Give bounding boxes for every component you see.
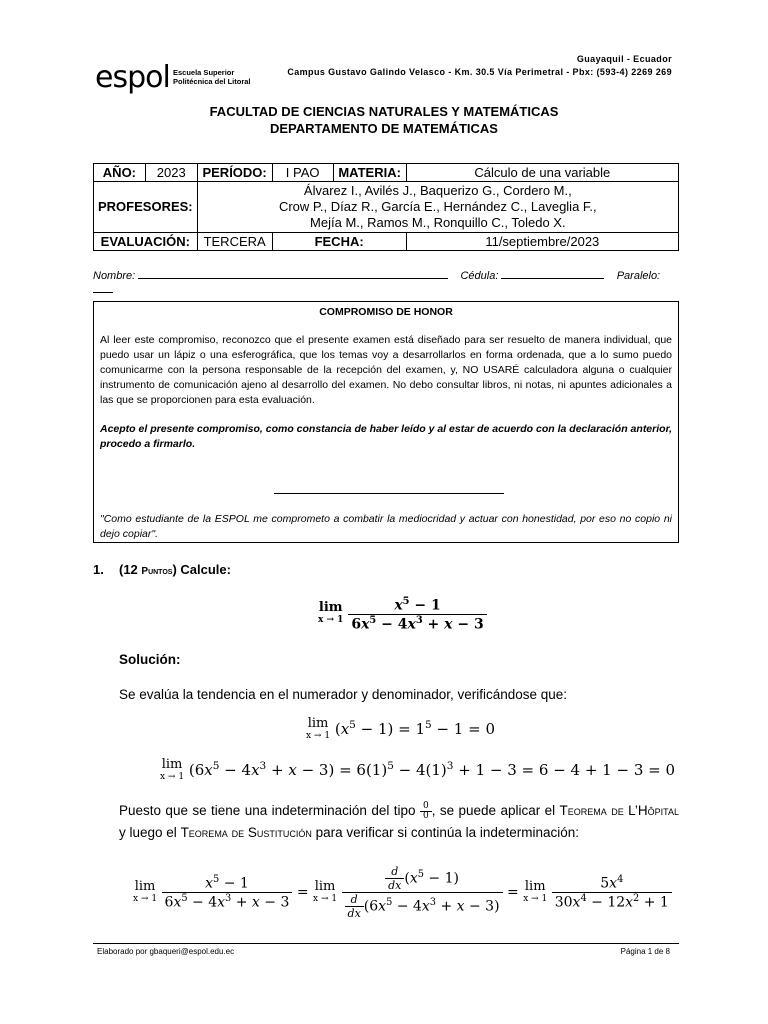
denominator-limit: lim x → 1 $(6x^5 - 4x^3 + x - 3) = 6(1)^5 - 4(1)^3 + 1 - 3 = 6 - 4 + 1 - 3 = 0$ [160, 757, 676, 782]
materia-value: Cálculo de una variable [406, 164, 678, 182]
student-fields [93, 268, 679, 296]
honor-quote: "Como estudiante de la ESPOL me comprometo a combatir la mediocridad y actuar con honestidad, por eso no copio ni dejo copiar". [100, 513, 672, 540]
indet-part-1: Puesto que se tiene una indeterminación del tipo [119, 803, 416, 818]
periodo-label: PERÍODO: [197, 164, 272, 182]
lhopital-theorem: Teorema de L’Hôpital [559, 803, 679, 818]
profesores-line-2: Crow P., Díaz R., García E., Hernández C., Laveglia F., [278, 199, 597, 214]
header-campus: Campus Gustavo Galindo Velasco - Km. 30.5 Vía Perimetral - Pbx: (593-4) 2269 269 [287, 67, 672, 77]
question-title [119, 562, 231, 577]
solution-eval-text: Se evalúa la tendencia en el numerador y denominador, verificándose que: [119, 687, 568, 702]
points-open: (12 [119, 562, 142, 577]
zero-over-zero: $\frac{0}{0}$ [420, 802, 432, 821]
fecha-value: 11/septiembre/2023 [406, 233, 678, 251]
solution-heading: Solución: [119, 652, 181, 667]
lhopital-chain: lim x → 1 $\frac{x^5 - 1}{6x^5 - 4x^3 + x - 3}$ = lim x → 1 $\frac{d}{dx}$ $(x^5 - 1)$ $\frac{d}{dx}$ $(6x^5 - 4x^3 + x - 3)$ = lim x → 1 $\frac{5x^4}{30x^4 - 12x^2 + 1}$ [133, 865, 672, 920]
profesores-line-1: Álvarez I., Avilés J., Baquerizo G., Cordero M., [303, 183, 572, 198]
indet-part-4: para verificar si continúa la indeterminación: [315, 825, 579, 840]
profesores-label: PROFESORES: [94, 182, 198, 233]
evaluacion-value: TERCERA [197, 233, 272, 251]
faculty-name: FACULTAD DE CIENCIAS NATURALES Y MATEMÁTICAS [209, 104, 559, 119]
department-name: DEPARTAMENTO DE MATEMÁTICAS [270, 121, 498, 136]
profesores-line-3: Mejía M., Ramos M., Ronquillo C., Toledo X. [310, 215, 566, 230]
nombre-field[interactable] [138, 268, 448, 279]
footer-author: Elaborado por gbaqueri@espol.edu.ec [97, 947, 235, 956]
header-address [287, 53, 672, 79]
evaluacion-label: EVALUACIÓN: [94, 233, 198, 251]
cedula-field[interactable] [501, 268, 604, 279]
fecha-label: FECHA: [272, 233, 406, 251]
paralelo-label: Paralelo: [616, 270, 661, 282]
indet-part-3: y luego el [119, 825, 177, 840]
anio-label: AÑO: [94, 164, 146, 182]
periodo-value: I PAO [272, 164, 333, 182]
indeterminate-text [119, 800, 679, 844]
logo-subtitle-line-1: Escuela Superior [173, 68, 235, 77]
question-number: 1. [93, 562, 104, 577]
honor-paragraph-1: Al leer este compromiso, reconozco que el presente examen está diseñado para ser resuelto de manera individual, que puedo usar un lápiz o una esferográfica, que los temas voy a desarrollarlos en forma ordenada, que a lo sumo puedo comunicarme con la persona responsable de la recepción del examen, y, NO USARÉ calculadora alguna o cualquier instrumento de comunicación ajeno al desarrollo del examen. No debo consultar libros, ni notas, ni apuntes adicionales a las que se proporcionen para esta evaluación. [100, 334, 672, 406]
header-city: Guayaquil - Ecuador [576, 54, 672, 64]
signature-line[interactable] [274, 493, 504, 494]
points-close: ) Calcule: [172, 562, 231, 577]
paralelo-field[interactable] [93, 282, 113, 293]
points-word: Puntos [141, 566, 173, 577]
profesores-value [197, 182, 678, 233]
substitution-theorem: Teorema de Sustitución [180, 825, 312, 840]
indet-part-2: , se puede aplicar el [431, 803, 556, 818]
footer-page: Página 1 de 8 [620, 947, 670, 956]
logo-subtitle-line-2: Politécnica del Litoral [173, 77, 251, 86]
anio-value: 2023 [145, 164, 197, 182]
footer-divider [93, 943, 679, 944]
honor-title: COMPROMISO DE HONOR [319, 306, 453, 318]
honor-box [93, 301, 679, 543]
espol-logo: espol [95, 60, 170, 95]
materia-label: MATERIA: [333, 164, 406, 182]
exam-info-table [93, 163, 679, 251]
cedula-label: Cédula: [460, 270, 499, 282]
problem-limit: lim x → 1 $\frac{x^5 - 1}{6x^5 - 4x^3 + x - 3}$ [318, 596, 487, 632]
numerator-limit: lim x → 1 $(x^5 - 1) = 1^5 - 1 = 0$ [306, 716, 495, 741]
honor-paragraph-2: Acepto el presente compromiso, como constancia de haber leído y al estar de acuerdo con la declaración anterior, procedo a firmarlo. [100, 423, 672, 450]
nombre-label: Nombre: [93, 270, 136, 282]
logo-subtitle [173, 68, 251, 86]
faculty-heading [0, 103, 768, 137]
